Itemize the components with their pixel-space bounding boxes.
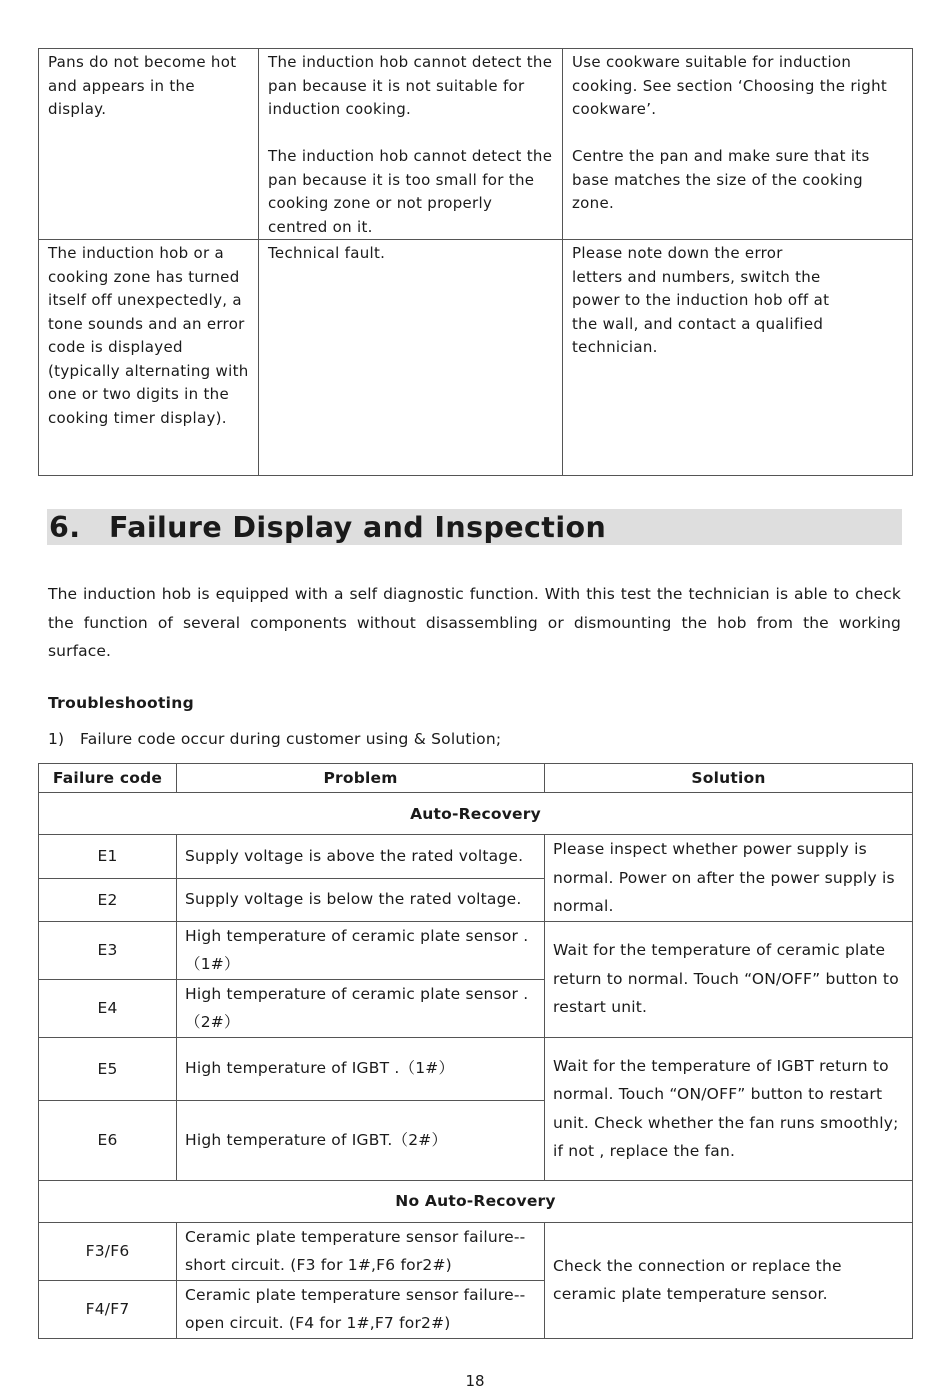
cause-cell — [259, 49, 563, 240]
table-row — [39, 49, 913, 240]
column-header: Solution — [545, 764, 913, 793]
problem-text: High temperature of ceramic plate sensor .（1#） — [177, 921, 545, 979]
solution-text: Wait for the temperature of ceramic plate return to normal. Touch “ON/OFF” button to restart unit. — [545, 921, 913, 1037]
solution-text: Check the connection or replace the ceramic plate temperature sensor. — [545, 1222, 913, 1338]
section-title: Failure Display and Inspection — [109, 511, 607, 544]
table-row — [39, 240, 913, 476]
table-row — [39, 1222, 913, 1280]
section-number: 6. — [49, 511, 81, 544]
failure-code: E2 — [39, 878, 177, 921]
list-index: 1) — [48, 730, 65, 748]
solution-text: Wait for the temperature of IGBT return to normal. Touch “ON/OFF” button to restart unit. Check whether the fan runs smoothly; if not , replace the fan. — [545, 1037, 913, 1180]
problem-text: High temperature of ceramic plate sensor .（2#） — [177, 979, 545, 1037]
list-text: Failure code occur during customer using & Solution; — [80, 730, 502, 748]
no-auto-recovery-label: No Auto-Recovery — [39, 1180, 913, 1222]
problem-text: Supply voltage is above the rated voltage. — [177, 835, 545, 879]
problem-text: Ceramic plate temperature sensor failure--open circuit. (F4 for 1#,F7 for2#) — [177, 1280, 545, 1338]
failure-code: F3/F6 — [39, 1222, 177, 1280]
symptom-cell — [39, 240, 259, 476]
problem-text: High temperature of IGBT.（2#） — [177, 1100, 545, 1180]
troubleshooting-table — [38, 48, 913, 476]
failure-code: E5 — [39, 1037, 177, 1100]
failure-code: E4 — [39, 979, 177, 1037]
problem-text: High temperature of IGBT .（1#） — [177, 1037, 545, 1100]
failure-code: E3 — [39, 921, 177, 979]
table-row — [39, 921, 913, 979]
troubleshooting-heading: Troubleshooting — [48, 694, 195, 712]
solution-text: Please inspect whether power supply is normal. Power on after the power supply is normal. — [545, 835, 913, 922]
solution-text: Centre the pan and make sure that its base matches the size of the cooking zone. — [572, 147, 870, 212]
failure-code: E6 — [39, 1100, 177, 1180]
solution-cell — [563, 49, 913, 240]
problem-text: Ceramic plate temperature sensor failure--short circuit. (F3 for 1#,F6 for2#) — [177, 1222, 545, 1280]
cause-cell — [259, 240, 563, 476]
table-header-row — [39, 764, 913, 793]
failure-code: E1 — [39, 835, 177, 879]
cause-text: The induction hob cannot detect the pan because it is not suitable for induction cooking. — [268, 53, 553, 118]
column-header: Problem — [177, 764, 545, 793]
cause-text: Technical fault. — [268, 244, 386, 262]
symptom-text: The induction hob or a cooking zone has turned itself off unexpectedly, a tone sounds and an error code is displayed (typically alternating with one or two digits in the cooking timer display). — [48, 244, 249, 427]
solution-text: Use cookware suitable for induction cooking. See section ‘Choosing the right cookware’. — [572, 53, 888, 118]
group-row — [39, 793, 913, 835]
solution-text: Please note down the error letters and numbers, switch the power to the induction hob off at the wall, and contact a qualified technician. — [572, 244, 830, 356]
solution-cell — [563, 240, 913, 476]
column-header: Failure code — [39, 764, 177, 793]
section-heading — [47, 509, 902, 545]
failure-code-table — [38, 763, 913, 1339]
intro-paragraph: The induction hob is equipped with a self diagnostic function. With this test the technician is able to check the function of several components without disassembling or dismounting the hob from the working surface. — [48, 585, 901, 660]
page-number: 18 — [465, 1372, 485, 1390]
table-row — [39, 1037, 913, 1100]
table-row — [39, 835, 913, 879]
problem-text: Supply voltage is below the rated voltage. — [177, 878, 545, 921]
group-row — [39, 1180, 913, 1222]
auto-recovery-label: Auto-Recovery — [39, 793, 913, 835]
cause-text: The induction hob cannot detect the pan because it is too small for the cooking zone or not properly centred on it. — [268, 147, 553, 236]
failure-code: F4/F7 — [39, 1280, 177, 1338]
symptom-cell — [39, 49, 259, 240]
list-item — [48, 730, 501, 748]
symptom-text: Pans do not become hot and appears in the display. — [48, 53, 237, 118]
